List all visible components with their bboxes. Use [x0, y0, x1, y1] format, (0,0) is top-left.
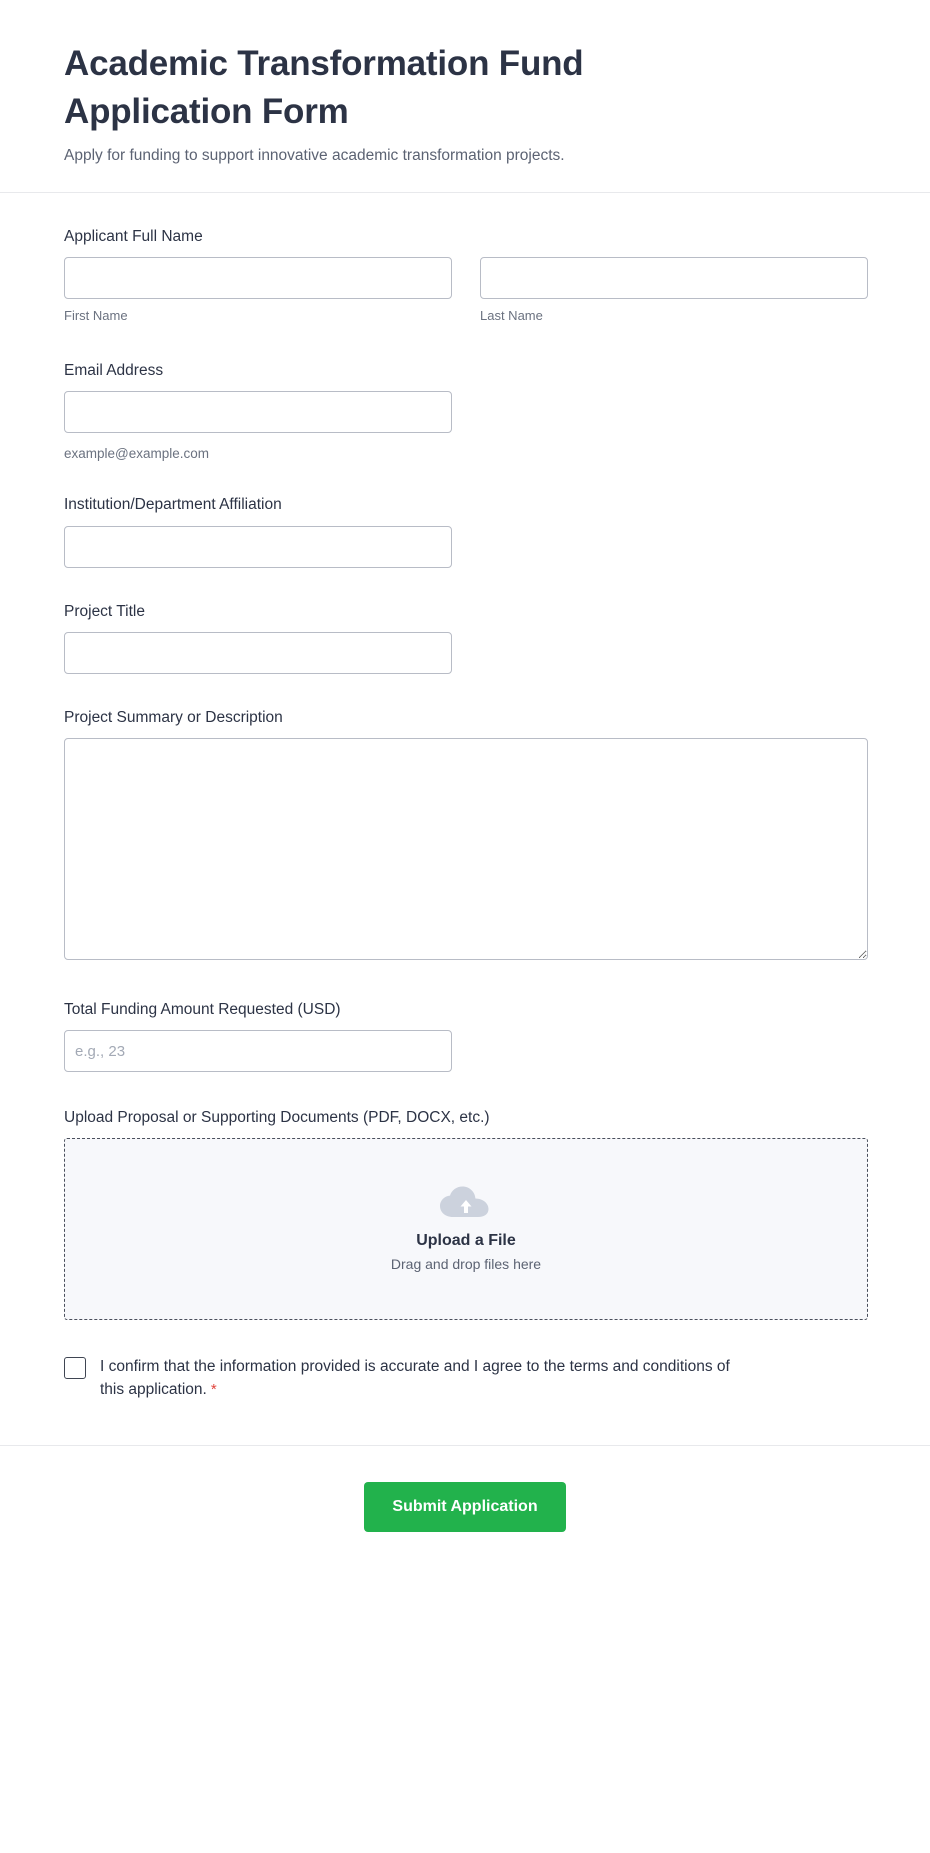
last-name-col: [480, 257, 868, 325]
consent-row: [64, 1356, 866, 1401]
project-summary-label: Project Summary or Description: [64, 708, 283, 726]
project-title-label: Project Title: [64, 602, 145, 620]
field-project-summary: [64, 708, 866, 960]
file-upload-title: Upload a File: [416, 1232, 516, 1250]
page-title: Academic Transformation Fund Application Form: [64, 44, 584, 132]
form-footer: [0, 1445, 930, 1572]
consent-text: I confirm that the information provided is accurate and I agree to the terms and conditions of this application.: [100, 1358, 730, 1398]
project-title-input[interactable]: [64, 632, 452, 674]
first-name-col: [64, 257, 452, 325]
submit-application-button[interactable]: Submit Application: [364, 1482, 565, 1532]
required-asterisk: *: [210, 1380, 217, 1398]
field-project-title: [64, 602, 866, 674]
last-name-sublabel: Last Name: [480, 308, 543, 324]
cloud-upload-icon: [439, 1186, 493, 1220]
form-header: [0, 0, 930, 193]
full-name-label: Applicant Full Name: [64, 228, 203, 246]
form-body: [0, 193, 930, 1401]
consent-label: [100, 1356, 740, 1401]
field-full-name: [64, 227, 866, 325]
email-label: Email Address: [64, 362, 164, 380]
project-summary-textarea[interactable]: [64, 738, 868, 960]
affiliation-input[interactable]: [64, 526, 452, 568]
field-funding-amount: [64, 1000, 866, 1072]
file-upload-label: Upload Proposal or Supporting Documents (PDF, DOCX, etc.): [64, 1109, 490, 1127]
first-name-sublabel: First Name: [64, 308, 128, 324]
email-hint: example@example.com: [64, 446, 210, 462]
consent-checkbox[interactable]: [64, 1357, 86, 1379]
first-name-input[interactable]: [64, 257, 452, 299]
file-upload-subtitle: Drag and drop files here: [390, 1256, 542, 1273]
email-input[interactable]: [64, 391, 452, 433]
full-name-row: [64, 257, 866, 325]
last-name-input[interactable]: [480, 257, 868, 299]
field-email: [64, 361, 866, 461]
affiliation-label: Institution/Department Affiliation: [64, 496, 282, 514]
field-affiliation: [64, 495, 866, 567]
funding-amount-label: Total Funding Amount Requested (USD): [64, 1000, 341, 1018]
funding-amount-input[interactable]: [64, 1030, 452, 1072]
file-upload-dropzone[interactable]: [64, 1138, 868, 1320]
field-file-upload: [64, 1108, 866, 1320]
page-subtitle: Apply for funding to support innovative academic transformation projects.: [64, 146, 565, 164]
